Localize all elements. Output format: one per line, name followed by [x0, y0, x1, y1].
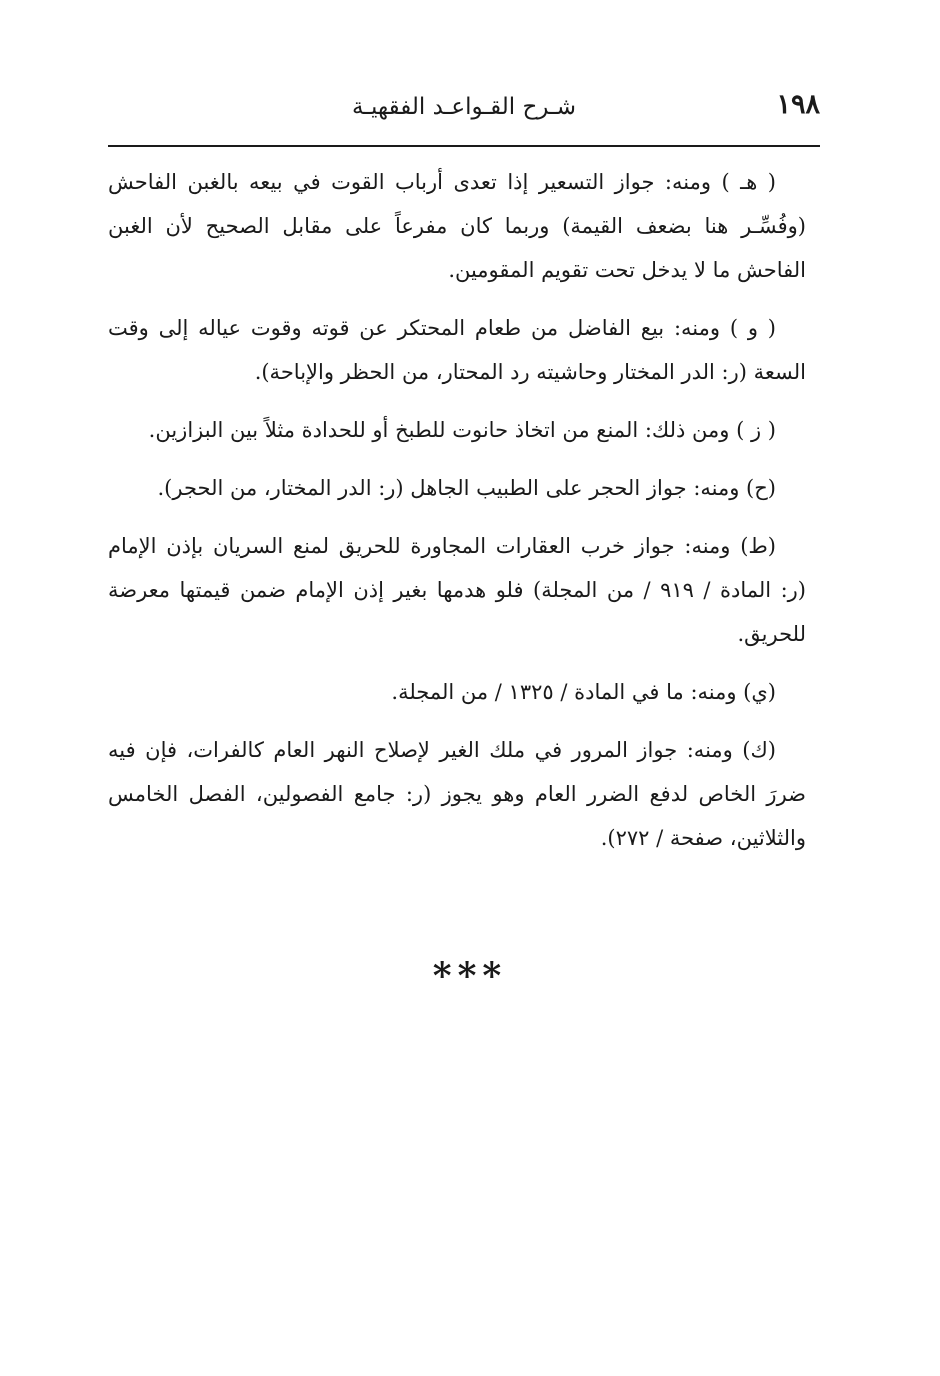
paragraph-ya: (ي) ومنه: ما في المادة / ١٣٢٥ / من المجلة.	[391, 680, 776, 704]
paragraph-he: ( هـ ) ومنه: جواز التسعير إذا تعدى أرباب القوت في بيعه بالغبن الفاحش (وفُسِّـر هنا بضعف القيمة) وربما كان مفرعاً على مقابل الصحيح لأن الغبن الفاحش ما لا يدخل تحت تقويم المقومين.	[108, 170, 806, 282]
paragraph-kaf: (ك) ومنه: جواز المرور في ملك الغير لإصلاح النهر العام كالفرات، فإن فيه ضررَ الخاص لدفع الضرر العام وهو يجوز (ر: جامع الفصولين، الفصل الخامس والثلاثين، صفحة / ٢٧٢).	[108, 738, 806, 850]
header-rule	[108, 145, 820, 147]
paragraph-ta: (ط) ومنه: جواز خرب العقارات المجاورة للحريق لمنع السريان بإذن الإمام (ر: المادة / ٩١٩ / من المجلة) فلو هدمها بغير إذن الإمام ضمن قيمتها معرضة للحريق.	[108, 534, 807, 646]
paragraph-ha: (ح) ومنه: جواز الحجر على الطبيب الجاهل (ر: الدر المختار، من الحجر).	[157, 476, 776, 500]
section-separator: ***	[432, 955, 508, 997]
paragraph-waw: ( و ) ومنه: بيع الفاضل من طعام المحتكر عن قوته وقوت عياله إلى وقت السعة (ر: الدر المختار وحاشيته رد المحتار، من الحظر والإباحة).	[108, 316, 806, 384]
page-number: ١٩٨	[776, 89, 820, 120]
running-title: شـرح القـواعـد الفقهيـة	[351, 94, 577, 120]
body-text	[108, 160, 806, 874]
paragraph-zay: ( ز ) ومن ذلك: المنع من اتخاذ حانوت للطبخ أو للحدادة مثلاً بين البزازين.	[148, 418, 776, 442]
page-header	[108, 82, 820, 144]
